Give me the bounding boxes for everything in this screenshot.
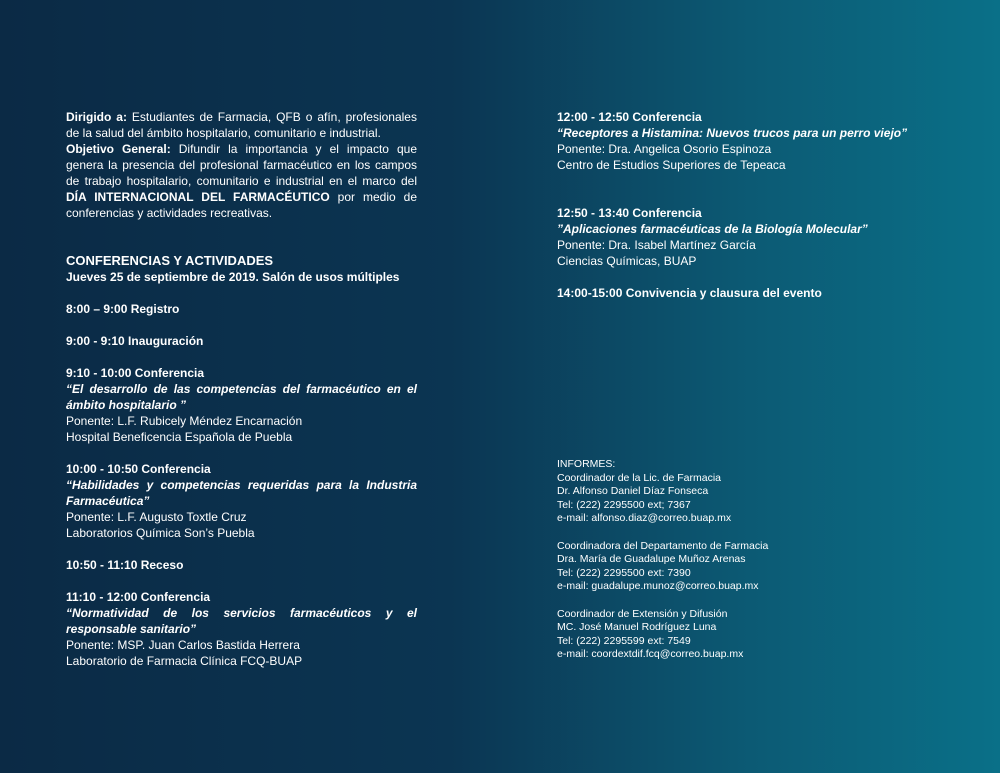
schedule-item-conferencia-3	[66, 589, 417, 669]
schedule-time: 12:50 - 13:40 Conferencia	[557, 206, 702, 220]
contact-email: e-mail: alfonso.diaz@correo.buap.mx	[557, 512, 732, 525]
affiliation: Laboratorios Química Son’s Puebla	[66, 526, 255, 540]
schedule-item-inauguracion: 9:00 - 9:10 Inauguración	[66, 334, 204, 348]
contact-role: Coordinador de Extensión y Difusión	[557, 607, 728, 620]
right-column	[557, 109, 917, 301]
contact-tel: Tel: (222) 2295500 ext; 7367	[557, 498, 691, 511]
schedule-item-conferencia-2	[66, 461, 417, 541]
schedule-item-conferencia-5	[557, 205, 917, 269]
schedule-time: 12:00 - 12:50 Conferencia	[557, 110, 702, 124]
schedule-item-conferencia-1	[66, 365, 417, 445]
affiliation: Hospital Beneficencia Española de Puebla	[66, 430, 293, 444]
speaker: Ponente: MSP. Juan Carlos Bastida Herrera	[66, 638, 300, 652]
contact-role: Coordinador de la Lic. de Farmacia	[557, 471, 722, 484]
contact-group-coordinadora-departamento	[557, 540, 937, 594]
schedule-time: 9:10 - 10:00 Conferencia	[66, 366, 205, 380]
program-date: Jueves 25 de septiembre de 2019. Salón de usos múltiples	[66, 270, 400, 284]
objetivo-highlight: DÍA INTERNACIONAL DEL FARMACÉUTICO	[66, 190, 330, 204]
schedule-item-clausura: 14:00-15:00 Convivencia y clausura del evento	[557, 286, 822, 300]
schedule-item-registro: 8:00 – 9:00 Registro	[66, 302, 180, 316]
affiliation: Laboratorio de Farmacia Clínica FCQ-BUAP	[66, 654, 303, 668]
speaker: Ponente: L.F. Rubicely Méndez Encarnación	[66, 414, 303, 428]
intro-paragraph	[66, 109, 417, 221]
objetivo-text-1: Difundir la importancia y el impacto que genera la presencia del profesional farmacéutico en los campos de trabajo hospitalario, comunitario e industrial en el marco del	[66, 142, 417, 188]
talk-title: ”Aplicaciones farmacéuticas de la Biología Molecular”	[557, 222, 868, 236]
talk-title: “Normatividad de los servicios farmacéuticos y el responsable sanitario”	[66, 606, 417, 636]
left-column	[66, 109, 417, 669]
contact-tel: Tel: (222) 2295500 ext: 7390	[557, 566, 691, 579]
talk-title: “Habilidades y competencias requeridas para la Industria Farmacéutica”	[66, 478, 417, 508]
schedule-item-conferencia-4	[557, 109, 917, 173]
schedule-item-receso: 10:50 - 11:10 Receso	[66, 558, 184, 572]
contact-email: e-mail: coordextdif.fcq@correo.buap.mx	[557, 648, 744, 661]
contact-tel: Tel: (222) 2295599 ext: 7549	[557, 634, 691, 647]
contact-email: e-mail: guadalupe.munoz@correo.buap.mx	[557, 580, 759, 593]
talk-title: “Receptores a Histamina: Nuevos trucos para un perro viejo”	[557, 126, 908, 140]
schedule-time: 11:10 - 12:00 Conferencia	[66, 590, 211, 604]
speaker: Ponente: Dra. Isabel Martínez García	[557, 238, 756, 252]
contact-group-coordinador-farmacia	[557, 472, 937, 526]
dirigido-label: Dirigido a:	[66, 110, 127, 124]
contacts-label: INFORMES:	[557, 458, 616, 470]
schedule-time: 10:00 - 10:50 Conferencia	[66, 462, 211, 476]
program-title: CONFERENCIAS Y ACTIVIDADES	[66, 253, 274, 268]
speaker: Ponente: L.F. Augusto Toxtle Cruz	[66, 510, 247, 524]
contact-role: Coordinadora del Departamento de Farmacia	[557, 539, 769, 552]
objetivo-label: Objetivo General:	[66, 142, 171, 156]
dirigido-text: Estudiantes de Farmacia, QFB o afín, profesionales de la salud del ámbito hospitalario, comunitario e industrial.	[66, 110, 417, 140]
speaker: Ponente: Dra. Angelica Osorio Espinoza	[557, 142, 772, 156]
contact-group-coordinador-extension	[557, 608, 937, 662]
contact-name: Dr. Alfonso Daniel Díaz Fonseca	[557, 485, 709, 498]
talk-title: “El desarrollo de las competencias del farmacéutico en el ámbito hospitalario ”	[66, 382, 417, 412]
objetivo-text-2: por medio de conferencias y actividades recreativas.	[66, 190, 417, 220]
affiliation: Centro de Estudios Superiores de Tepeaca	[557, 158, 786, 172]
contact-name: MC. José Manuel Rodríguez Luna	[557, 621, 717, 634]
contact-info	[557, 458, 937, 662]
contact-name: Dra. María de Guadalupe Muñoz Arenas	[557, 553, 746, 566]
affiliation: Ciencias Químicas, BUAP	[557, 254, 697, 268]
